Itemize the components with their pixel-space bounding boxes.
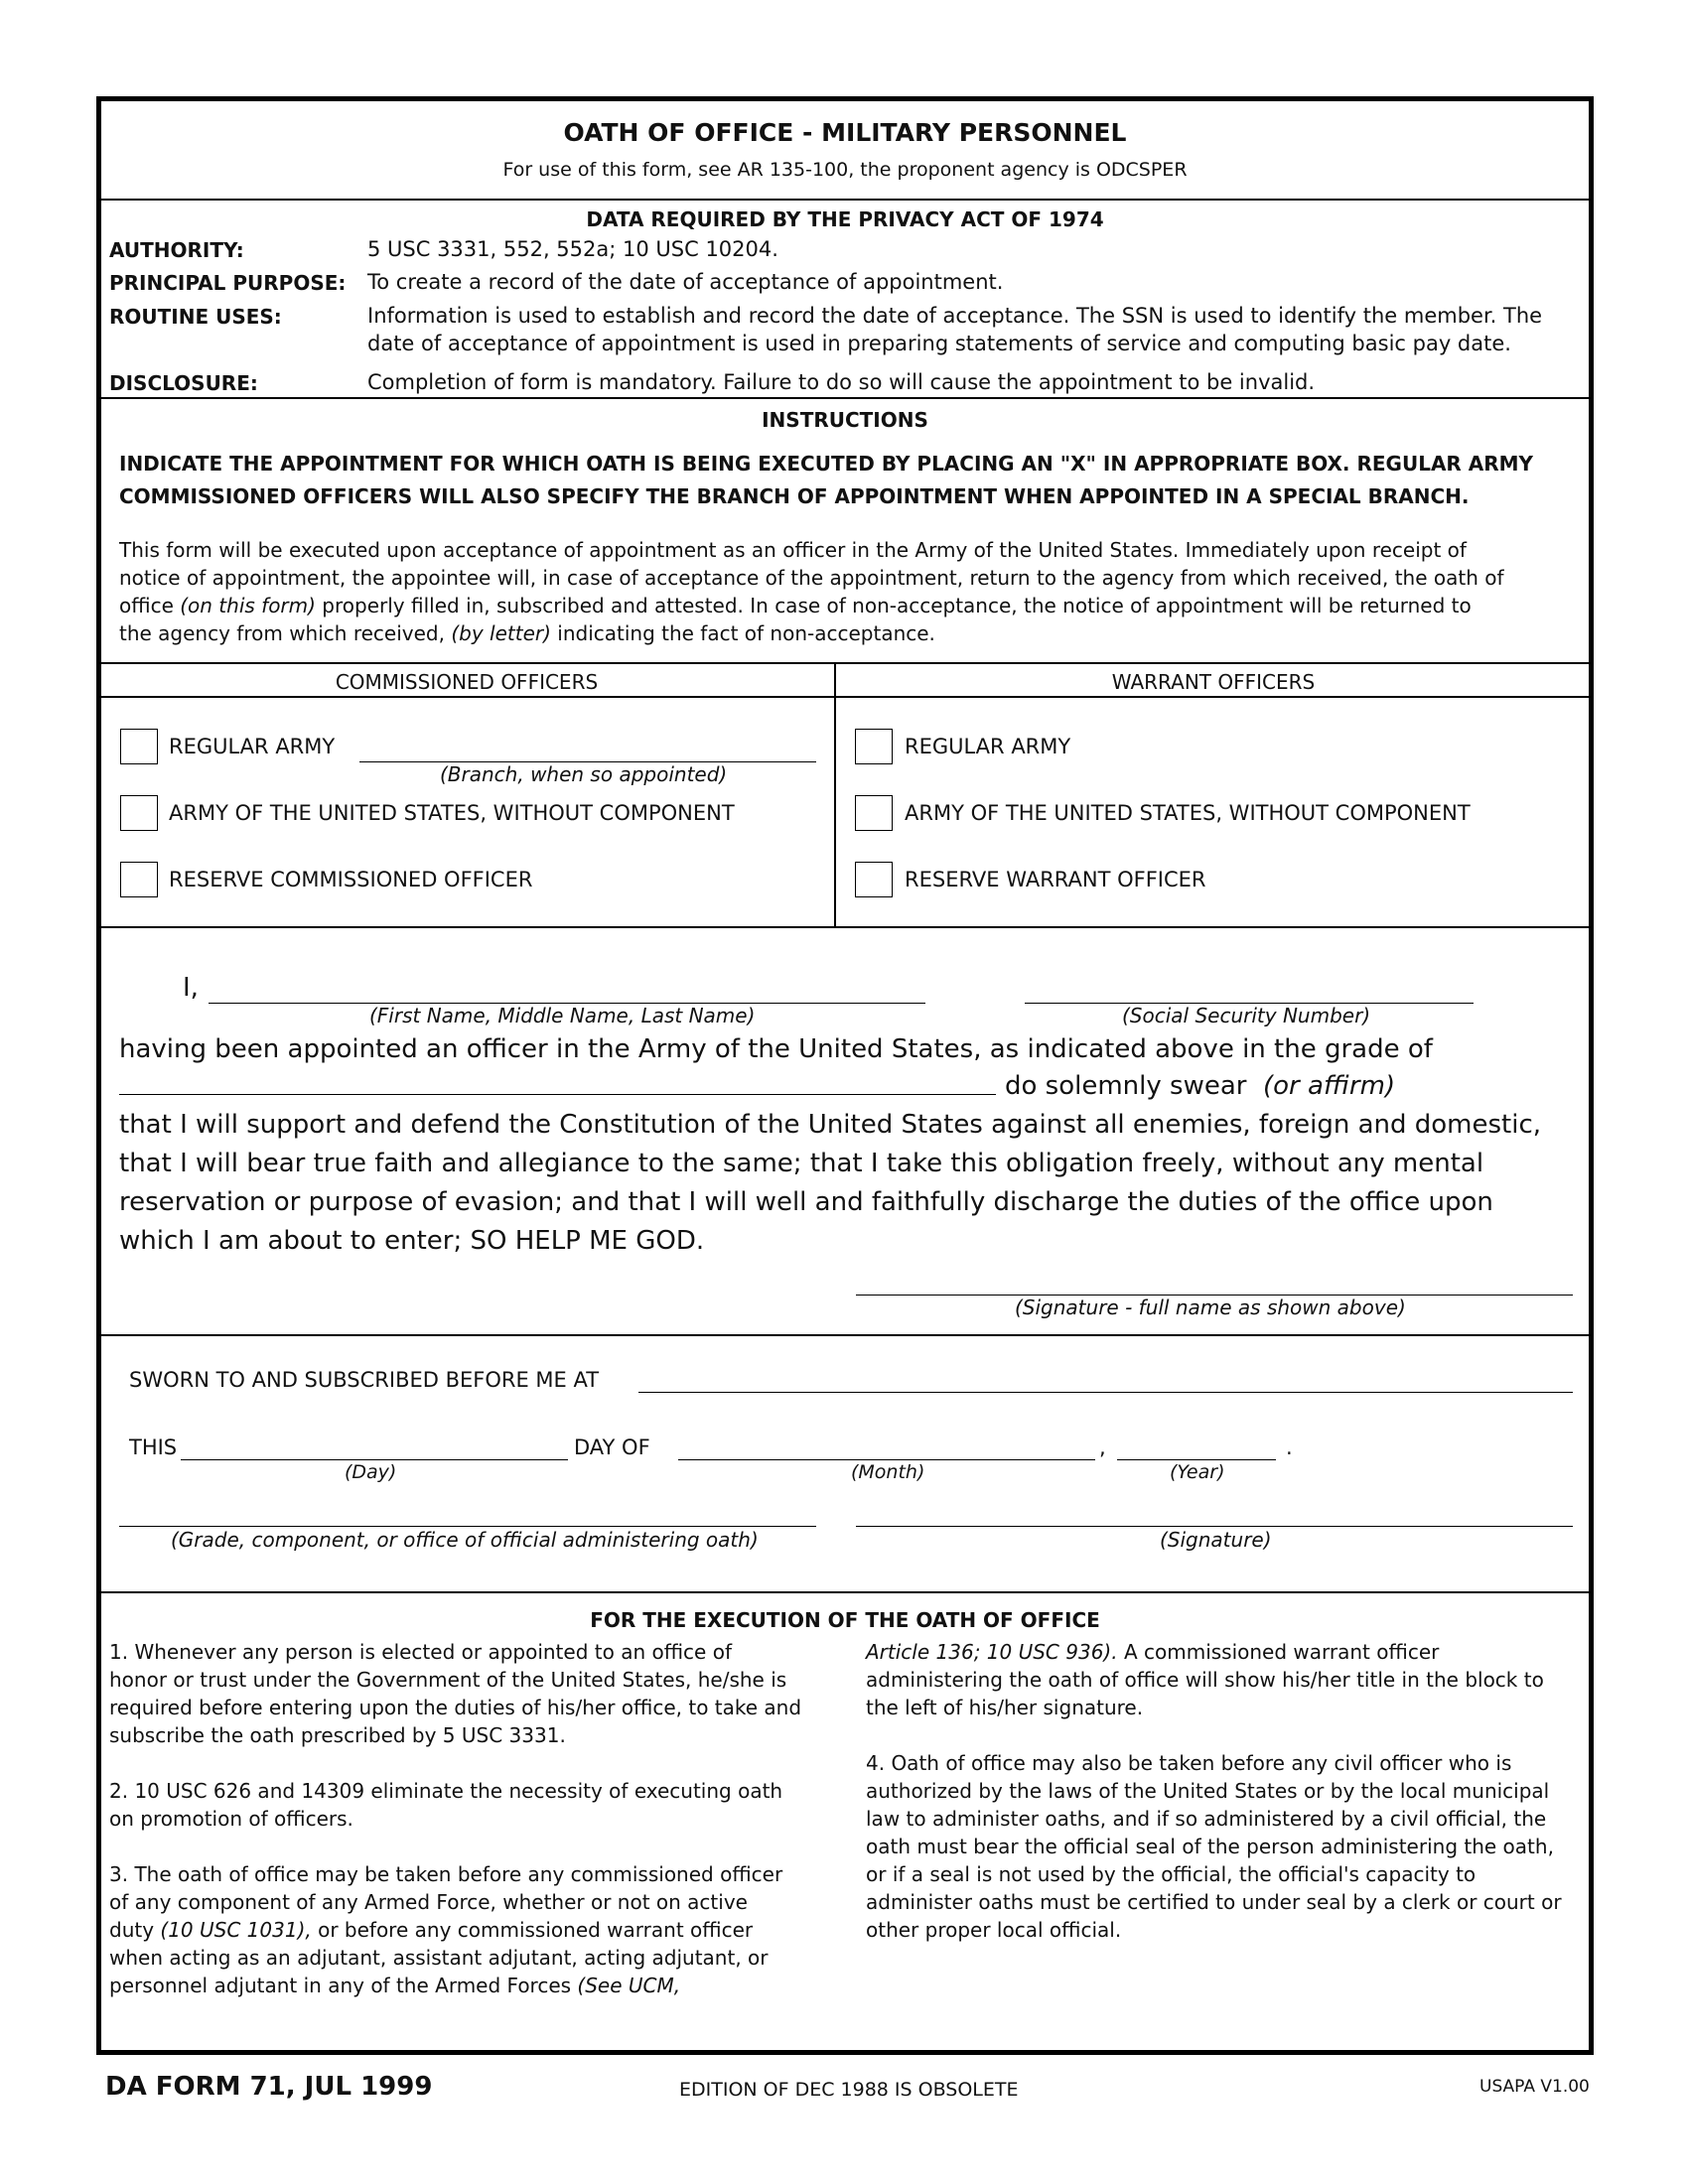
form-title: OATH OF OFFICE - MILITARY PERSONNEL — [563, 118, 1127, 147]
execution-left-column — [109, 1638, 801, 1999]
execution-right-line: law to administer oaths, and if so administered by a civil official, the — [866, 1807, 1547, 1831]
instructions-bold-line2: COMMISSIONED OFFICERS WILL ALSO SPECIFY THE BRANCH OF APPOINTMENT WHEN APPOINTED IN A SPECIAL BRANCH. — [119, 484, 1470, 508]
reserve-warrant-label: RESERVE WARRANT OFFICER — [905, 868, 1206, 891]
execution-left-line: personnel adjutant in any of the Armed Forces (See UCM, — [109, 1974, 681, 1997]
sworn-location-field[interactable] — [638, 1392, 1573, 1393]
divider — [99, 696, 1591, 698]
column-divider — [834, 662, 836, 928]
disclosure-label: DISCLOSURE: — [109, 371, 258, 395]
execution-right-line: or if a seal is not used by the official, the official's capacity to — [866, 1862, 1477, 1886]
year-caption: (Year) — [1170, 1461, 1225, 1483]
this-label: THIS — [129, 1435, 178, 1459]
form-subtitle: For use of this form, see AR 135-100, the proponent agency is ODCSPER — [502, 159, 1188, 181]
official-signature-caption: (Signature) — [1160, 1528, 1272, 1552]
reserve-commissioned-label: RESERVE COMMISSIONED OFFICER — [169, 868, 533, 891]
execution-right-line: administer oaths must be certified to under seal by a clerk or court or — [866, 1890, 1562, 1914]
divider — [99, 199, 1591, 201]
execution-right-column — [866, 1638, 1562, 1944]
commissioned-aus-checkbox[interactable] — [120, 795, 158, 831]
grade-field[interactable] — [119, 1094, 996, 1095]
year-field[interactable] — [1117, 1459, 1276, 1460]
disclosure-text: Completion of form is mandatory. Failure to do so will cause the appointment to be invalid. — [367, 370, 1316, 394]
execution-left-line: required before entering upon the duties of his/her office, to take and — [109, 1696, 802, 1719]
sworn-label: SWORN TO AND SUBSCRIBED BEFORE ME AT — [129, 1368, 600, 1392]
instructions-heading: INSTRUCTIONS — [762, 408, 928, 432]
execution-right-line: authorized by the laws of the United States or by the local municipal — [866, 1779, 1550, 1803]
instructions-line2: notice of appointment, the appointee will, in case of acceptance of the appointment, return to the agency from which received, the oath of — [119, 566, 1504, 590]
commissioned-officers-header: COMMISSIONED OFFICERS — [335, 670, 599, 694]
execution-left-line — [109, 1749, 801, 1777]
name-caption: (First Name, Middle Name, Last Name) — [369, 1004, 756, 1027]
execution-heading: FOR THE EXECUTION OF THE OATH OF OFFICE — [590, 1608, 1100, 1632]
warrant-officers-header: WARRANT OFFICERS — [1111, 670, 1316, 694]
warrant-aus-label: ARMY OF THE UNITED STATES, WITHOUT COMPONENT — [905, 801, 1471, 825]
signature-caption: (Signature - full name as shown above) — [1015, 1296, 1406, 1319]
oath-i: I, — [183, 973, 199, 1003]
warrant-regular-army-label: REGULAR ARMY — [905, 735, 1071, 758]
commissioned-regular-army-label: REGULAR ARMY — [169, 735, 336, 758]
instructions-line4: the agency from which received, (by letter) indicating the fact of non-acceptance. — [119, 621, 935, 645]
oath-line4: that I will bear true faith and allegiance to the same; that I take this obligation freely, without any mental — [119, 1149, 1484, 1178]
ssn-caption: (Social Security Number) — [1122, 1004, 1371, 1027]
commissioned-regular-army-checkbox[interactable] — [120, 729, 158, 764]
form-id: DA FORM 71, JUL 1999 — [105, 2072, 433, 2102]
divider — [99, 1334, 1591, 1336]
routine-uses-text-line2: date of acceptance of appointment is used in preparing statements of service and computing basic pay date. — [367, 332, 1511, 355]
comma: , — [1099, 1435, 1106, 1459]
routine-uses-text-line1: Information is used to establish and record the date of acceptance. The SSN is used to identify the member. The — [367, 304, 1543, 328]
execution-right-line: administering the oath of office will show his/her title in the block to — [866, 1668, 1544, 1692]
edition-note: EDITION OF DEC 1988 IS OBSOLETE — [679, 2079, 1019, 2101]
oath-line1: having been appointed an officer in the Army of the United States, as indicated above in the grade of — [119, 1034, 1433, 1064]
instructions-bold-line1: INDICATE THE APPOINTMENT FOR WHICH OATH IS BEING EXECUTED BY PLACING AN "X" IN APPROPRIATE BOX. REGULAR ARMY — [119, 452, 1534, 476]
month-field[interactable] — [678, 1459, 1095, 1460]
warrant-aus-checkbox[interactable] — [855, 795, 893, 831]
oath-swear: do solemnly swear (or affirm) — [1005, 1071, 1396, 1101]
divider — [99, 662, 1591, 664]
branch-caption: (Branch, when so appointed) — [440, 762, 728, 786]
execution-left-line: 2. 10 USC 626 and 14309 eliminate the necessity of executing oath — [109, 1779, 783, 1803]
instructions-line3: office (on this form) properly filled in, subscribed and attested. In case of non-acceptance, the notice of appointment will be returned to — [119, 594, 1472, 617]
commissioned-aus-label: ARMY OF THE UNITED STATES, WITHOUT COMPONENT — [169, 801, 735, 825]
oath-line6: which I am about to enter; SO HELP ME GOD. — [119, 1226, 705, 1256]
version-label: USAPA V1.00 — [1479, 2077, 1590, 2097]
execution-right-line: oath must bear the official seal of the person administering the oath, — [866, 1835, 1554, 1858]
oath-line5: reservation or purpose of evasion; and that I will well and faithfully discharge the duties of the office upon — [119, 1187, 1493, 1217]
execution-left-line: subscribe the oath prescribed by 5 USC 3331. — [109, 1723, 566, 1747]
instructions-line1: This form will be executed upon acceptance of appointment as an officer in the Army of the United States. Immediately upon receipt of — [119, 538, 1467, 562]
execution-right-line: 4. Oath of office may also be taken before any civil officer who is — [866, 1751, 1512, 1775]
divider — [99, 397, 1591, 399]
oath-line3: that I will support and defend the Constitution of the United States against all enemies, foreign and domestic, — [119, 1110, 1542, 1140]
day-caption: (Day) — [345, 1461, 397, 1483]
execution-left-line: on promotion of officers. — [109, 1807, 353, 1831]
execution-right-line: other proper local official. — [866, 1918, 1122, 1942]
execution-right-line: Article 136; 10 USC 936). A commissioned warrant officer — [866, 1640, 1440, 1664]
month-caption: (Month) — [851, 1461, 925, 1483]
authority-label: AUTHORITY: — [109, 238, 244, 262]
routine-uses-label: ROUTINE USES: — [109, 305, 282, 329]
execution-left-line: of any component of any Armed Force, whether or not on active — [109, 1890, 748, 1914]
reserve-warrant-checkbox[interactable] — [855, 862, 893, 897]
purpose-text: To create a record of the date of acceptance of appointment. — [367, 270, 1004, 294]
divider — [99, 1591, 1591, 1593]
grade-component-field[interactable] — [119, 1526, 816, 1527]
execution-left-line: when acting as an adjutant, assistant adjutant, acting adjutant, or — [109, 1946, 769, 1970]
execution-left-line: 3. The oath of office may be taken before any commissioned officer — [109, 1862, 783, 1886]
reserve-commissioned-checkbox[interactable] — [120, 862, 158, 897]
period: . — [1286, 1435, 1293, 1459]
execution-left-line: 1. Whenever any person is elected or appointed to an office of — [109, 1640, 732, 1664]
execution-left-line: honor or trust under the Government of the United States, he/she is — [109, 1668, 787, 1692]
divider — [99, 926, 1591, 928]
authority-text: 5 USC 3331, 552, 552a; 10 USC 10204. — [367, 237, 778, 261]
execution-right-line — [866, 1721, 1562, 1749]
execution-left-line: duty (10 USC 1031), or before any commissioned warrant officer — [109, 1918, 754, 1942]
day-of-label: DAY OF — [574, 1435, 650, 1459]
day-field[interactable] — [181, 1459, 568, 1460]
grade-component-caption: (Grade, component, or office of official administering oath) — [171, 1528, 759, 1552]
official-signature-field[interactable] — [856, 1526, 1573, 1527]
privacy-heading: DATA REQUIRED BY THE PRIVACY ACT OF 1974 — [586, 207, 1104, 231]
purpose-label: PRINCIPAL PURPOSE: — [109, 271, 347, 295]
warrant-regular-army-checkbox[interactable] — [855, 729, 893, 764]
execution-right-line: the left of his/her signature. — [866, 1696, 1144, 1719]
execution-left-line — [109, 1833, 801, 1860]
